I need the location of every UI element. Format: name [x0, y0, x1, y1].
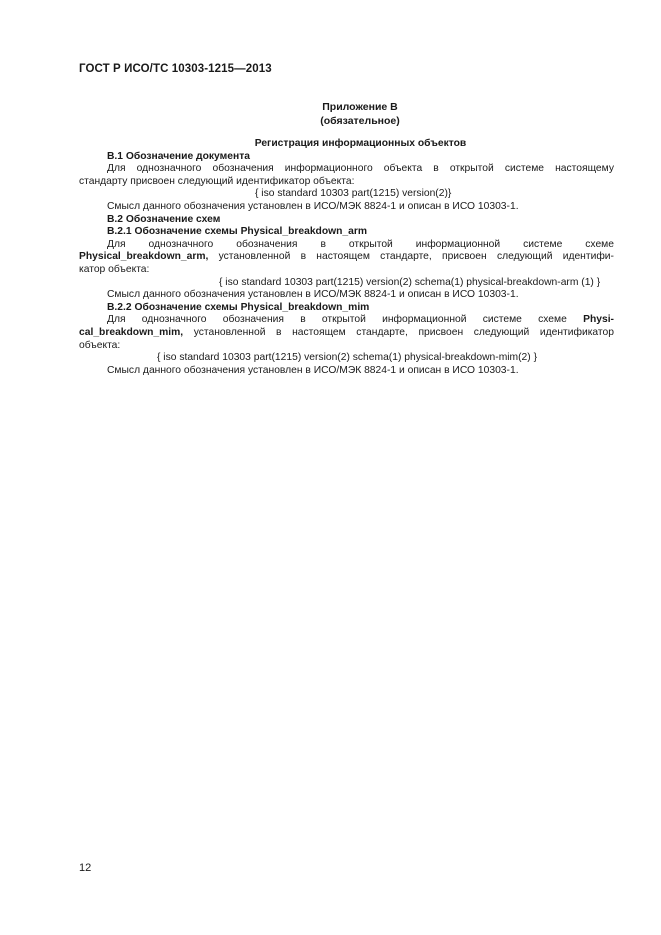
schema-name-mim-part1: Physi- — [583, 314, 614, 326]
section-b21-meaning: Смысл данного обозначения установлен в ИСО/МЭК 8824-1 и описан в ИСО 10303-1. — [107, 289, 519, 301]
section-b21-paragraph-line2 — [79, 251, 614, 264]
document-code-header: ГОСТ Р ИСО/ТС 10303-1215—2013 — [79, 63, 272, 75]
section-b22-paragraph-line2-text: установленной в настоящем стандарте, присвоен следующий идентификатор — [193, 326, 614, 338]
section-b22-title: В.2.2 Обозначение схемы Physical_breakdown_mim — [107, 301, 370, 313]
section-b22-identifier: { iso standard 10303 part(1215) version(2) schema(1) physical-breakdown-mim(2) } — [157, 352, 538, 364]
section-b22-meaning: Смысл данного обозначения установлен в ИСО/МЭК 8824-1 и описан в ИСО 10303-1. — [107, 364, 519, 376]
annex-title: Приложение В — [322, 101, 398, 113]
section-b21-paragraph-line1: Для однозначного обозначения в открытой информационной системе схеме — [107, 238, 614, 250]
section-b1-meaning: Смысл данного обозначения установлен в ИСО/МЭК 8824-1 и описан в ИСО 10303-1. — [107, 200, 519, 212]
section-b1-paragraph-line2: стандарту присвоен следующий идентификатор объекта: — [79, 175, 355, 187]
section-b21-paragraph-line3: катор объекта: — [79, 263, 150, 275]
schema-name-arm: Physical_breakdown_arm, — [79, 251, 209, 263]
section-b1-paragraph-line1: Для однозначного обозначения информационного объекта в открытой системе настоящему — [107, 163, 614, 175]
schema-name-mim-part2: cal_breakdown_mim, — [79, 326, 184, 338]
section-b22-paragraph-line2 — [79, 327, 614, 340]
document-body — [79, 138, 614, 377]
section-b22-paragraph-line1 — [79, 314, 614, 327]
main-heading: Регистрация информационных объектов — [254, 138, 467, 149]
section-b22-paragraph-line3: объекта: — [79, 339, 121, 351]
page-number: 12 — [79, 862, 92, 874]
section-b1-title: В.1 Обозначение документа — [107, 150, 250, 162]
section-b21-identifier: { iso standard 10303 part(1215) version(2) schema(1) physical-breakdown-arm (1) } — [219, 276, 601, 288]
section-b22-paragraph-line1-text: Для однозначного обозначения в открытой информационной системе схеме — [107, 314, 567, 326]
annex-status: (обязательное) — [320, 115, 400, 127]
section-b1-identifier: { iso standard 10303 part(1215) version(2)} — [255, 188, 452, 200]
section-b2-title: В.2 Обозначение схем — [107, 213, 221, 225]
section-b21-title: В.2.1 Обозначение схемы Physical_breakdown_arm — [107, 226, 368, 238]
section-b21-paragraph-line2-text: установленной в настоящем стандарте, присвоен следующий идентифи- — [218, 251, 614, 263]
